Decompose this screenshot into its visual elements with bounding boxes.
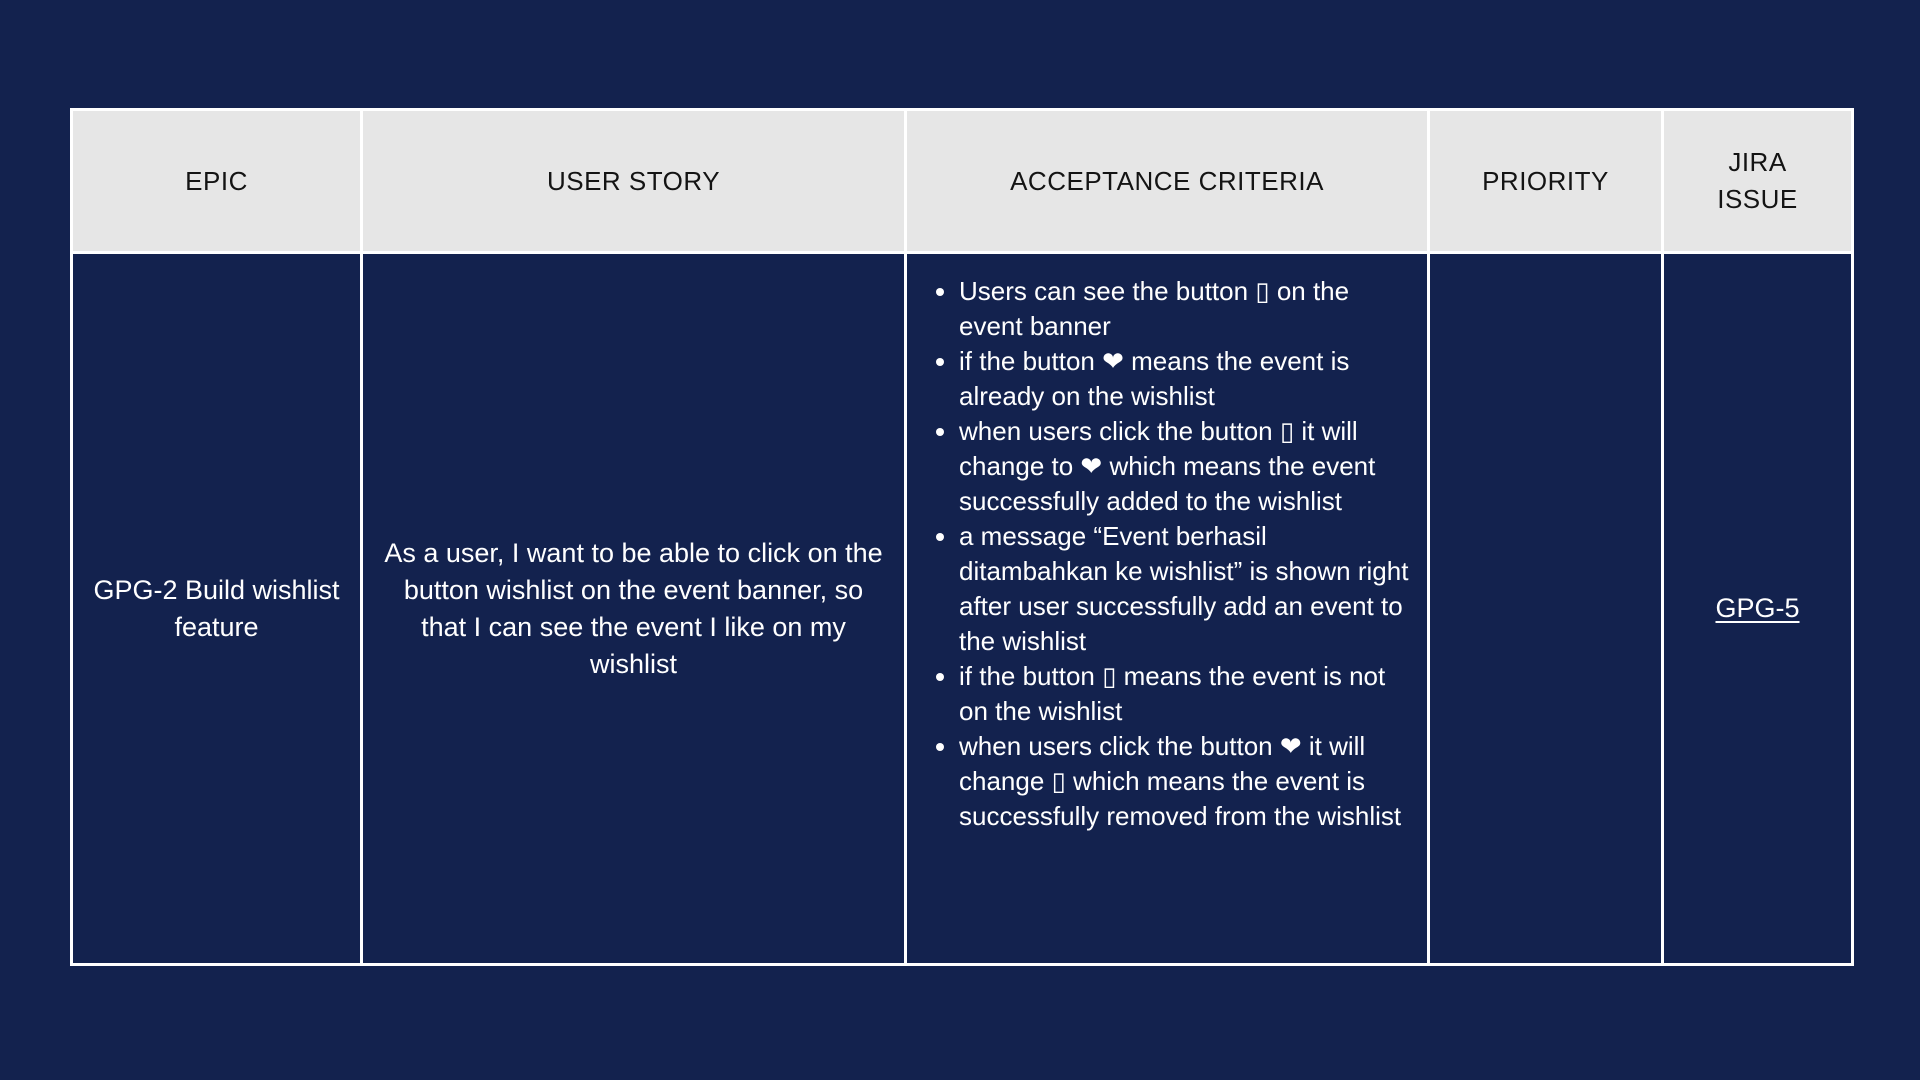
acceptance-criterion: • Users can see the button ▯ on the event banner <box>959 274 1409 344</box>
acceptance-criterion: • when users click the button ❤ it will change ▯ which means the event is successfully removed from the wishlist <box>959 729 1409 834</box>
acceptance-criteria-list <box>925 274 1409 834</box>
cell-priority <box>1429 253 1663 965</box>
cell-user-story: As a user, I want to be able to click on the button wishlist on the event banner, so that I can see the event I like on my wishlist <box>362 253 906 965</box>
acceptance-criterion: • if the button ▯ means the event is not on the wishlist <box>959 659 1409 729</box>
cell-epic: GPG-2 Build wishlist feature <box>72 253 362 965</box>
acceptance-criterion: • if the button ❤ means the event is already on the wishlist <box>959 344 1409 414</box>
header-jira-issue-line2: ISSUE <box>1717 184 1798 214</box>
cell-acceptance-criteria <box>906 253 1429 965</box>
table-header-row <box>72 110 1853 253</box>
header-jira-issue-line1: JIRA <box>1728 147 1787 177</box>
header-user-story: USER STORY <box>362 110 906 253</box>
acceptance-criterion: • when users click the button ▯ it will change to ❤ which means the event successfully added to the wishlist <box>959 414 1409 519</box>
header-epic: EPIC <box>72 110 362 253</box>
header-priority: PRIORITY <box>1429 110 1663 253</box>
header-acceptance-criteria: ACCEPTANCE CRITERIA <box>906 110 1429 253</box>
acceptance-criterion: • a message “Event berhasil ditambahkan ke wishlist” is shown right after user successfully add an event to the wishlist <box>959 519 1409 659</box>
header-jira-issue <box>1663 110 1853 253</box>
jira-issue-link[interactable]: GPG-5 <box>1715 593 1800 623</box>
user-story-table <box>70 108 1854 966</box>
table-row <box>72 253 1853 965</box>
cell-jira-issue <box>1663 253 1853 965</box>
